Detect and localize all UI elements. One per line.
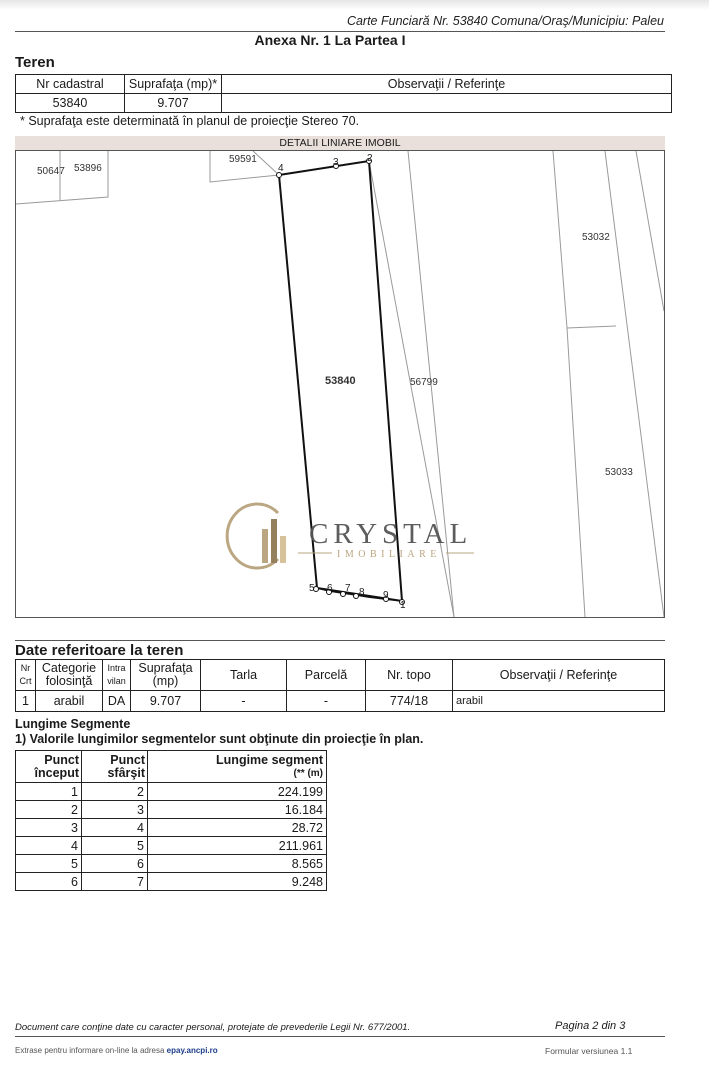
col-lungime bbox=[148, 751, 327, 783]
cell-intravilan: DA bbox=[103, 691, 131, 712]
point-label-9: 9 bbox=[383, 590, 389, 601]
cell-observatii-ref: arabil bbox=[453, 691, 665, 712]
parcel-label-59591: 59591 bbox=[229, 154, 257, 165]
teren-table-header bbox=[16, 75, 672, 94]
extrase-prefix: Extrase pentru informare on-line la adresa bbox=[15, 1046, 165, 1055]
table-row bbox=[16, 819, 327, 837]
cell-length: 8.565 bbox=[148, 855, 327, 873]
segmente-title: Lungime Segmente bbox=[15, 717, 131, 731]
cell-start: 1 bbox=[16, 783, 82, 801]
cell-start: 4 bbox=[16, 837, 82, 855]
col-categorie: Categorie folosinţă bbox=[36, 660, 103, 691]
cell-start: 2 bbox=[16, 801, 82, 819]
date-teren-table bbox=[15, 659, 665, 712]
col-observatii: Observaţii / Referinţe bbox=[222, 75, 672, 94]
segmente-table bbox=[15, 750, 327, 891]
point-label-2: 2 bbox=[367, 153, 373, 164]
cell-length: 211.961 bbox=[148, 837, 327, 855]
parcel-map-drawing bbox=[16, 151, 664, 617]
col-suprafata: Suprafaţa (mp)* bbox=[125, 75, 222, 94]
cell-end: 6 bbox=[82, 855, 148, 873]
map-header: DETALII LINIARE IMOBIL bbox=[15, 136, 665, 150]
epay-link[interactable]: epay.ancpi.ro bbox=[166, 1046, 218, 1055]
col-punct-inceput: Punct început bbox=[16, 751, 82, 783]
cell-end: 2 bbox=[82, 783, 148, 801]
cell-start: 6 bbox=[16, 873, 82, 891]
parcel-label-main: 53840 bbox=[325, 375, 356, 387]
col-tarla: Tarla bbox=[201, 660, 287, 691]
col-lungime-unit: (** (m) bbox=[293, 767, 323, 779]
suprafata-note: * Suprafaţa este determinată în planul de proiecţie Stereo 70. bbox=[20, 114, 360, 128]
parcel-label-53896: 53896 bbox=[74, 163, 102, 174]
segmente-subtitle: 1) Valorile lungimilor segmentelor sunt obţinute din proiecţie în plan. bbox=[15, 732, 424, 746]
cell-start: 3 bbox=[16, 819, 82, 837]
cell-length: 28.72 bbox=[148, 819, 327, 837]
top-shadow-strip bbox=[0, 0, 709, 10]
point-label-6: 6 bbox=[327, 583, 333, 594]
point-label-1: 1 bbox=[400, 600, 406, 611]
segmente-header bbox=[16, 751, 327, 783]
col-parcela: Parcelă bbox=[287, 660, 366, 691]
table-row bbox=[16, 873, 327, 891]
cell-end: 4 bbox=[82, 819, 148, 837]
parcel-label-50647: 50647 bbox=[37, 166, 65, 177]
point-label-8: 8 bbox=[359, 587, 365, 598]
col-suprafata-mp: Suprafaţa (mp) bbox=[131, 660, 201, 691]
crystal-sub: IMOBILIARE bbox=[337, 549, 441, 560]
carte-funciara-header: Carte Funciară Nr. 53840 Comuna/Oraş/Municipiu: Paleu bbox=[346, 14, 664, 28]
cell-nr-cadastral: 53840 bbox=[16, 94, 125, 113]
cell-nr-topo: 774/18 bbox=[366, 691, 453, 712]
teren-title: Teren bbox=[15, 54, 55, 71]
col-nr-cadastral: Nr cadastral bbox=[16, 75, 125, 94]
parcel-labels bbox=[37, 154, 633, 478]
cell-suprafata: 9.707 bbox=[125, 94, 222, 113]
page-number: Pagina 2 din 3 bbox=[555, 1020, 626, 1032]
cell-tarla: - bbox=[201, 691, 287, 712]
cell-end: 7 bbox=[82, 873, 148, 891]
table-row bbox=[16, 691, 665, 712]
cell-observatii bbox=[222, 94, 672, 113]
extrase-footer bbox=[15, 1046, 218, 1055]
parcel-map bbox=[15, 150, 665, 618]
cell-length: 224.199 bbox=[148, 783, 327, 801]
cell-parcela: - bbox=[287, 691, 366, 712]
cell-suprafata-mp: 9.707 bbox=[131, 691, 201, 712]
col-nr-topo: Nr. topo bbox=[366, 660, 453, 691]
parcel-label-53033: 53033 bbox=[605, 467, 633, 478]
col-intravilan: Intra vilan bbox=[103, 660, 131, 691]
point-label-5: 5 bbox=[309, 583, 315, 594]
col-nr-crt: Nr Crt bbox=[16, 660, 36, 691]
parcel-label-56799: 56799 bbox=[410, 377, 438, 388]
cell-length: 16.184 bbox=[148, 801, 327, 819]
point-label-7: 7 bbox=[345, 583, 351, 594]
crystal-brand: CRYSTAL bbox=[309, 518, 473, 550]
table-row bbox=[16, 94, 672, 113]
point-label-4: 4 bbox=[278, 163, 284, 174]
teren-table bbox=[15, 74, 672, 113]
cell-end: 5 bbox=[82, 837, 148, 855]
form-version: Formular versiunea 1.1 bbox=[545, 1046, 633, 1056]
annex-title: Anexa Nr. 1 La Partea I bbox=[254, 32, 406, 48]
cell-length: 9.248 bbox=[148, 873, 327, 891]
table-row bbox=[16, 783, 327, 801]
table-row bbox=[16, 855, 327, 873]
col-observatii-ref: Observaţii / Referinţe bbox=[453, 660, 665, 691]
table-row bbox=[16, 837, 327, 855]
cell-end: 3 bbox=[82, 801, 148, 819]
point-8-marker bbox=[354, 594, 359, 599]
cell-categorie: arabil bbox=[36, 691, 103, 712]
date-teren-header bbox=[16, 660, 665, 691]
crystal-logo-icon bbox=[227, 504, 286, 568]
crystal-watermark bbox=[227, 504, 474, 568]
footer-rule bbox=[15, 1036, 665, 1037]
date-teren-title: Date referitoare la teren bbox=[15, 642, 184, 659]
col-punct-sfarsit: Punct sfârşit bbox=[82, 751, 148, 783]
date-teren-rule bbox=[15, 640, 665, 641]
parcel-label-53032: 53032 bbox=[582, 232, 610, 243]
cell-nr-crt: 1 bbox=[16, 691, 36, 712]
legal-footer: Document care conţine date cu caracter personal, protejate de prevederile Legii Nr. 677/2001. bbox=[15, 1022, 411, 1033]
table-row bbox=[16, 801, 327, 819]
point-label-3: 3 bbox=[333, 157, 339, 168]
col-lungime-label: Lungime segment bbox=[216, 752, 323, 767]
cell-start: 5 bbox=[16, 855, 82, 873]
